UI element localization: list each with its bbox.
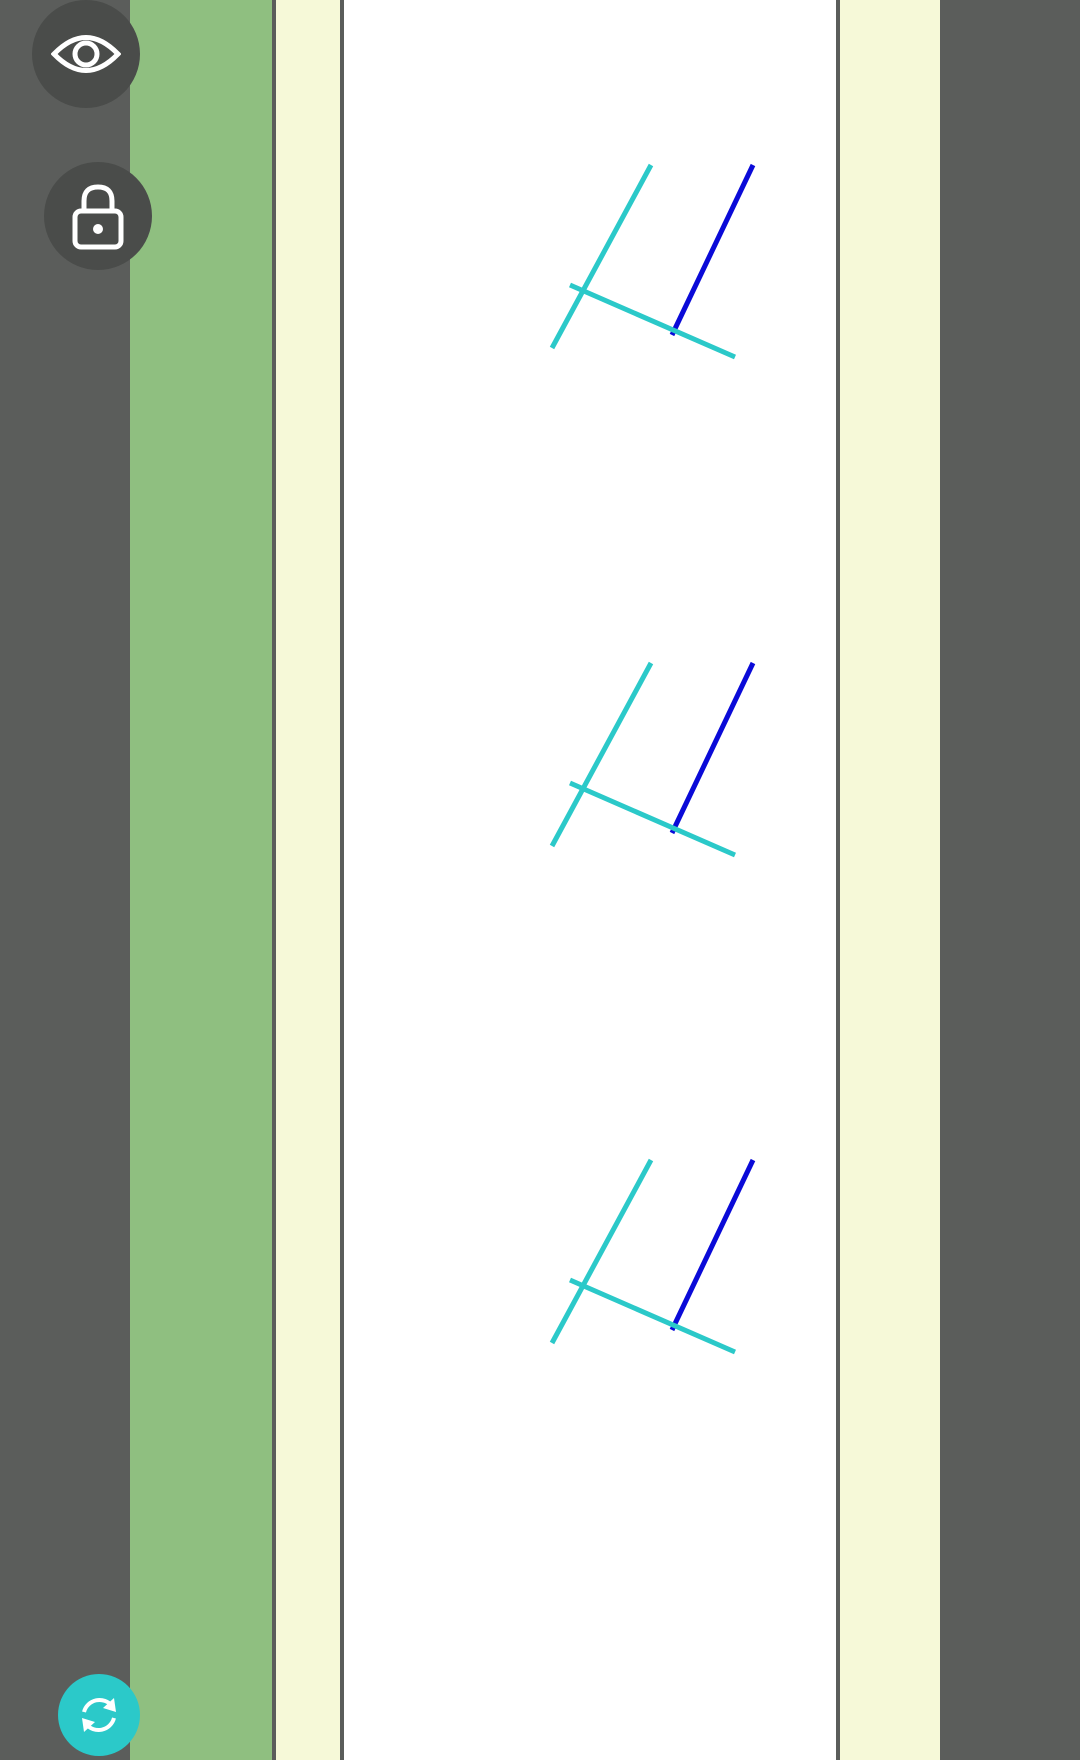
- tail-column: [840, 0, 940, 1760]
- lock-icon: [70, 181, 126, 251]
- period-column: [130, 0, 272, 1760]
- sum-column: [276, 0, 340, 1760]
- eye-icon: [51, 29, 121, 79]
- lock-button[interactable]: [44, 162, 152, 270]
- refresh-icon: [76, 1692, 122, 1738]
- refresh-button[interactable]: [58, 1674, 140, 1756]
- digits-area: [344, 0, 836, 1760]
- eye-button[interactable]: [32, 0, 140, 108]
